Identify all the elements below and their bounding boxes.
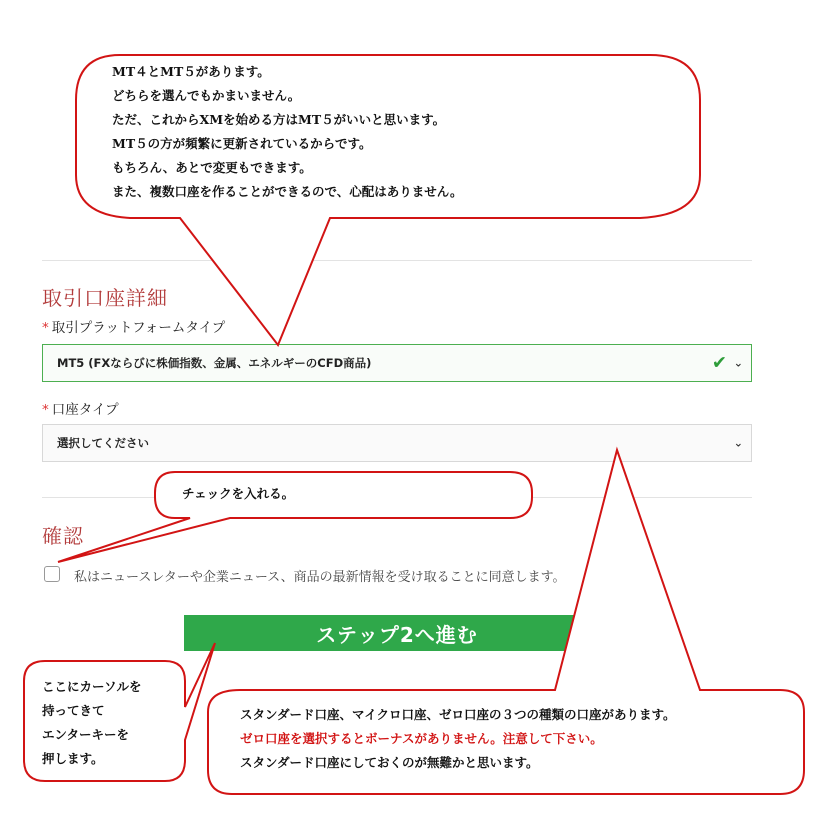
callout-check-bubble (58, 472, 532, 562)
callout-account-text (240, 703, 676, 775)
callout-line: もちろん、あとで変更もできます。 (112, 160, 312, 175)
callout-line: スタンダード口座にしておくのが無難かと思います。 (240, 755, 539, 770)
callout-line: また、複数口座を作ることができるので、心配はありません。 (112, 184, 463, 199)
account-type-label-text: 口座タイプ (51, 402, 119, 418)
valid-check-icon: ✔ (711, 352, 727, 374)
required-marker: * (42, 402, 49, 418)
callout-line: エンターキーを (42, 727, 130, 742)
callout-line: ここにカーソルを (42, 679, 142, 694)
callout-platform-text (112, 60, 463, 204)
platform-type-label-text: 取引プラットフォームタイプ (51, 320, 226, 336)
callout-line: 持ってきて (42, 703, 105, 718)
callout-line: スタンダード口座、マイクロ口座、ゼロ口座の３つの種類の口座があります。 (240, 707, 676, 722)
callout-line: どちらを選んでもかまいません。 (112, 88, 301, 103)
next-step-button[interactable]: ステップ2へ進む (184, 615, 610, 651)
callout-line: 押します。 (42, 751, 104, 766)
section-title-account-details: 取引口座詳細 (42, 286, 168, 310)
callout-check-text: チェックを入れる。 (182, 486, 295, 501)
section-title-confirm: 確認 (42, 524, 84, 548)
newsletter-consent-label: 私はニュースレターや企業ニュース、商品の最新情報を受け取ることに同意します。 (74, 570, 566, 585)
callout-line: ただ、これからXMを始める方はMT５がいいと思います。 (112, 112, 446, 127)
chevron-down-icon: ⌄ (733, 436, 743, 450)
account-type-value: 選択してください (57, 436, 149, 450)
callout-line: MT４とMT５があります。 (112, 64, 270, 79)
platform-type-value: MT5 (FXならびに株価指数、金属、エネルギーのCFD商品) (57, 356, 372, 370)
chevron-down-icon: ⌄ (733, 356, 743, 370)
required-marker: * (42, 320, 49, 336)
callout-cursor-text (42, 675, 142, 771)
callout-warning-line: ゼロ口座を選択するとボーナスがありません。注意して下さい。 (240, 731, 603, 746)
callout-line: MT５の方が頻繁に更新されているからです。 (112, 136, 372, 151)
